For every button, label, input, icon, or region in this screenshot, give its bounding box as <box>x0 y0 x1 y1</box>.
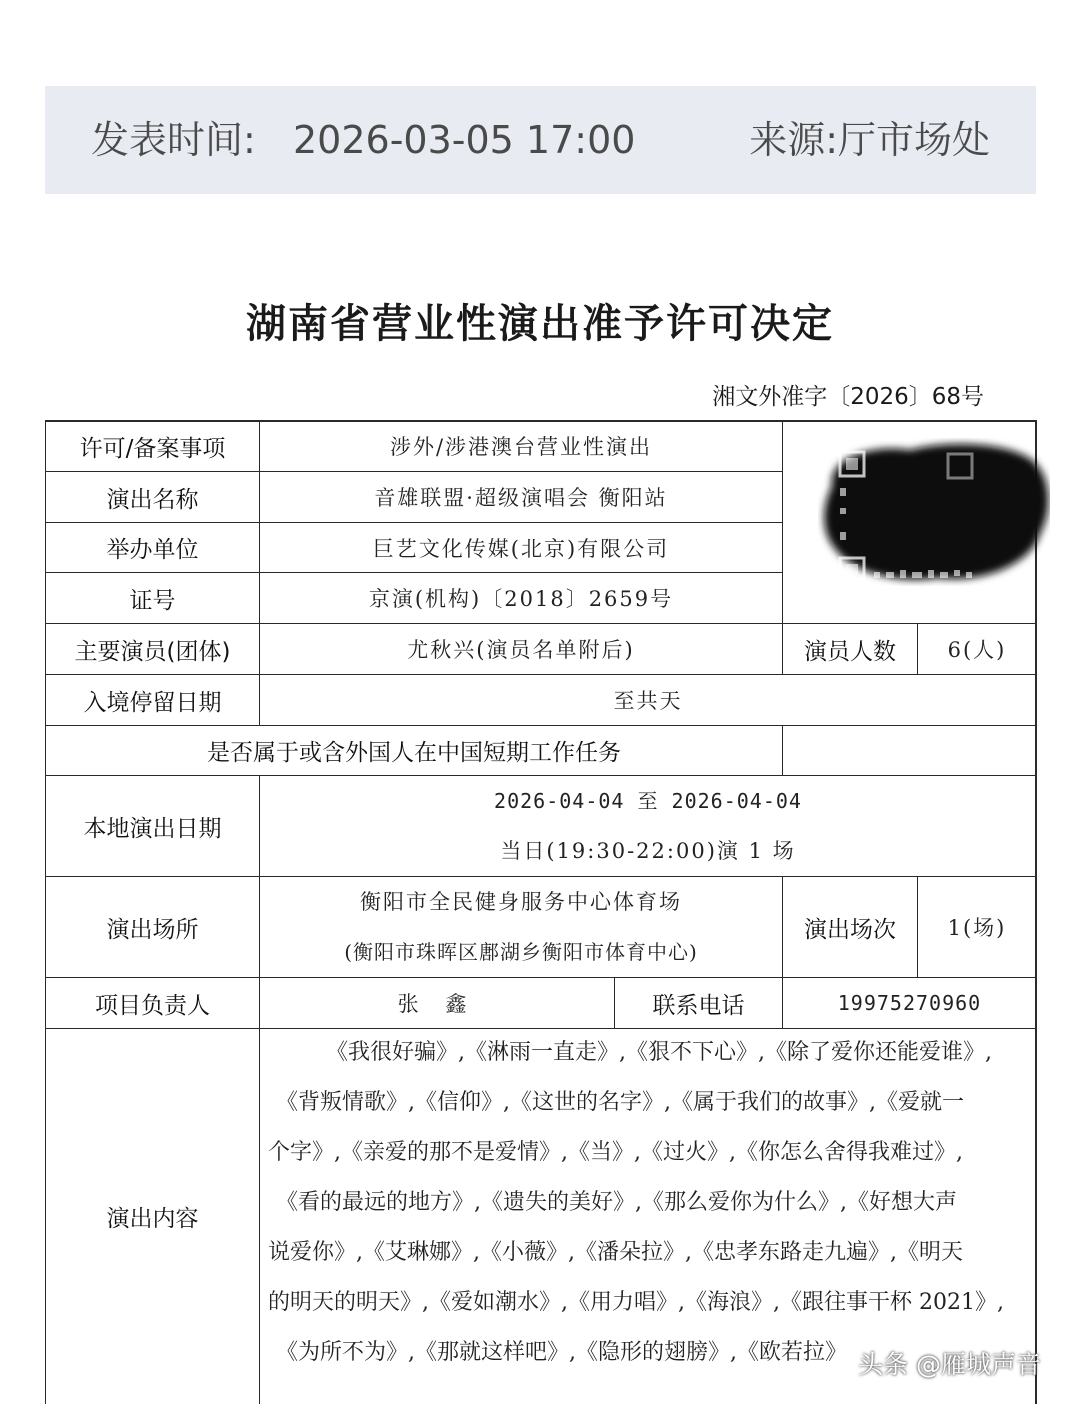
content-line: 说爱你》,《艾琳娜》,《小薇》,《潘朵拉》,《忠孝东路走九遍》,《明天 <box>268 1240 963 1265</box>
foreign-short-term-value <box>782 725 1036 775</box>
content-line: 《我很好骗》,《淋雨一直走》,《狠不下心》,《除了爱你还能爱谁》, <box>326 1040 992 1065</box>
venue-value <box>259 876 782 977</box>
organizer-label: 举办单位 <box>45 522 259 572</box>
content-line: 《为所不为》,《那就这样吧》,《隐形的翅膀》,《欧若拉》 <box>276 1340 847 1365</box>
cert-no-value: 京演(机构)〔2018〕2659号 <box>259 572 782 623</box>
entry-stay-value: 至共天 <box>259 674 1036 725</box>
show-name-label: 演出名称 <box>45 471 259 522</box>
content-line: 个字》,《亲爱的那不是爱情》,《当》,《过火》,《你怎么舍得我难过》, <box>268 1140 963 1165</box>
project-lead-value: 张 鑫 <box>259 977 614 1028</box>
local-dates-range: 2026-04-04 至 2026-04-04 <box>494 789 802 813</box>
publish-meta-bar <box>45 86 1036 194</box>
entry-stay-label: 入境停留日期 <box>45 674 259 725</box>
local-dates-schedule: 当日(19:30-22:00)演 1 场 <box>500 839 796 863</box>
content-line: 《背叛情歌》,《信仰》,《这世的名字》,《属于我们的故事》,《爱就一 <box>276 1090 964 1115</box>
main-performer-value: 尤秋兴(演员名单附后) <box>259 623 782 674</box>
license-item-value: 涉外/涉港澳台营业性演出 <box>259 420 782 471</box>
show-name-value: 音雄联盟·超级演唱会 衡阳站 <box>259 471 782 522</box>
source-watermark: 头条 @雁城声音 <box>858 1350 1041 1379</box>
venue-sessions-value: 1(场) <box>917 876 1036 977</box>
local-dates-label: 本地演出日期 <box>45 775 259 876</box>
content-line: 的明天的明天》,《爱如潮水》,《用力唱》,《海浪》,《跟往事干杯 2021》, <box>268 1290 1004 1315</box>
project-lead-label: 项目负责人 <box>45 977 259 1028</box>
content-line: 《看的最远的地方》,《遗失的美好》,《那么爱你为什么》,《好想大声 <box>276 1190 957 1215</box>
cert-no-label: 证号 <box>45 572 259 623</box>
performer-count-value: 6(人) <box>917 623 1036 674</box>
local-dates-value <box>259 775 1036 876</box>
venue-name: 衡阳市全民健身服务中心体育场 <box>360 890 682 914</box>
table-top-border <box>45 420 1036 422</box>
source-label: 来源:厅市场处 <box>749 118 990 162</box>
contact-phone-value: 19975270960 <box>782 977 1036 1028</box>
venue-label: 演出场所 <box>45 876 259 977</box>
foreign-short-term-label: 是否属于或含外国人在中国短期工作任务 <box>45 725 782 775</box>
contact-phone-label: 联系电话 <box>614 977 782 1028</box>
content-label: 演出内容 <box>45 1028 259 1404</box>
performer-count-label: 演员人数 <box>782 623 917 674</box>
publish-time-value: 2026-03-05 17:00 <box>293 118 636 162</box>
organizer-value: 巨艺文化传媒(北京)有限公司 <box>259 522 782 572</box>
publish-time-label: 发表时间: <box>91 118 256 162</box>
document-number: 湘文外准字〔2026〕68号 <box>712 384 984 410</box>
venue-sessions-label: 演出场次 <box>782 876 917 977</box>
license-item-label: 许可/备案事项 <box>45 420 259 471</box>
performance-content-text <box>268 1031 1030 1381</box>
venue-address: (衡阳市珠晖区鄌湖乡衡阳市体育中心) <box>344 940 698 964</box>
document-title: 湖南省营业性演出准予许可决定 <box>246 300 834 347</box>
redacted-qr-code-icon <box>818 438 1050 586</box>
main-performer-label: 主要演员(团体) <box>45 623 259 674</box>
